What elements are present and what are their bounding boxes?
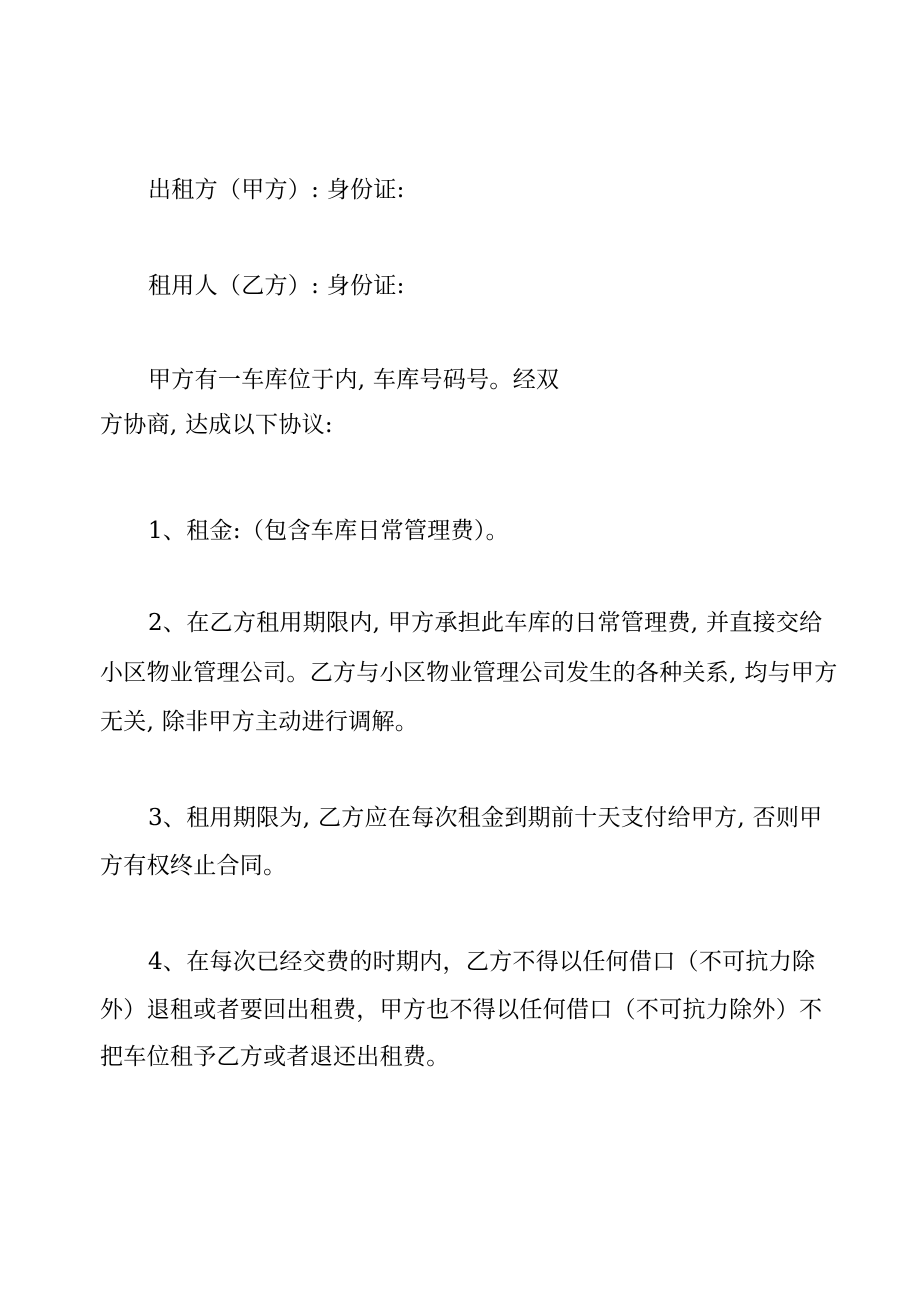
clause-3-line-1: 3、租用期限为, 乙方应在每次租金到期前十天支付给甲方, 否则甲	[148, 805, 823, 831]
clause-4-line-2: 外）退租或者要回出租费，甲方也不得以任何借口（不可抗力除外）不	[100, 997, 823, 1023]
clause-1-line-1: 1、租金:（包含车库日常管理费）。	[148, 518, 509, 544]
clause-2-line-1: 2、在乙方租用期限内, 甲方承担此车库的日常管理费, 并直接交给	[148, 610, 823, 636]
intro-line-1: 甲方有一车库位于内, 车库号码号。经双	[148, 367, 560, 393]
lessor-line: 出租方（甲方）: 身份证:	[148, 177, 405, 203]
clause-3-line-2: 方有权终止合同。	[100, 853, 287, 879]
clause-4-line-1: 4、在每次已经交费的时期内，乙方不得以任何借口（不可抗力除	[148, 949, 816, 975]
clause-4-line-3: 把车位租予乙方或者退还出租费。	[100, 1044, 450, 1070]
intro-line-2: 方协商, 达成以下协议:	[100, 412, 333, 438]
clause-2-line-2: 小区物业管理公司。乙方与小区物业管理公司发生的各种关系, 均与甲方	[100, 660, 838, 686]
lessee-line: 租用人（乙方）: 身份证:	[148, 273, 405, 299]
clause-2-line-3: 无关, 除非甲方主动进行调解。	[100, 709, 419, 735]
